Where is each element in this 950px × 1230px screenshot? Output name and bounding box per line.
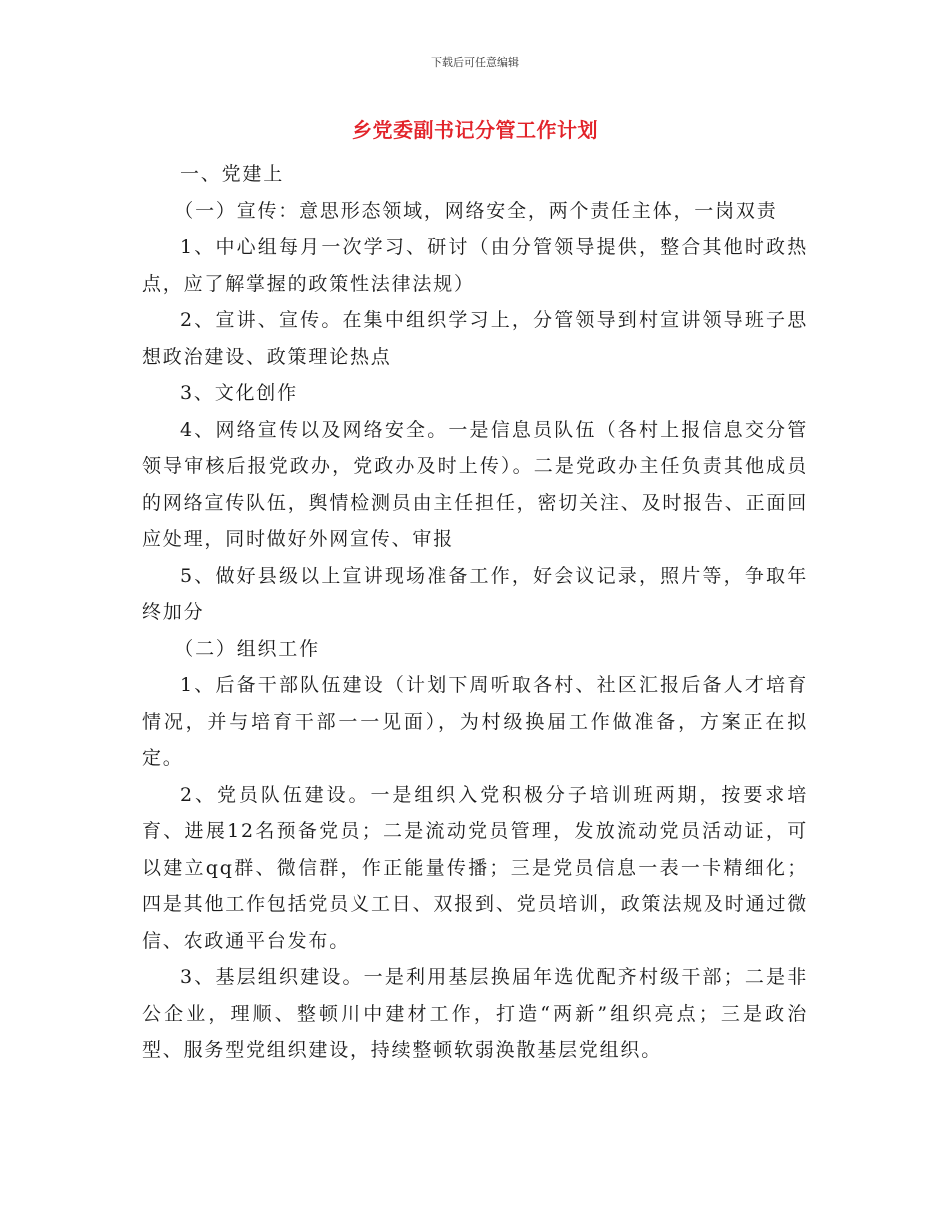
paragraph-item: 3、基层组织建设。一是利用基层换届年选优配齐村级干部；二是非公企业，理顺、整顿川中建材工作，打造“两新”组织亮点；三是政治型、服务型党组织建设，持续整顿软弱涣散基层党组织。 <box>142 966 808 1061</box>
subsection-heading-publicity: （一）宣传：意思形态领域，网络安全，两个责任主体，一岗双责 <box>174 199 778 222</box>
document-title: 乡党委副书记分管工作计划 <box>352 118 598 142</box>
paragraph-item: 4、网络宣传以及网络安全。一是信息员队伍（各村上报信息交分管领导审核后报党政办，党政办及时上传）。二是党政办主任负责其他成员的网络宣传队伍，舆情检测员由主任担任，密切关注、及时报告、正面回应处理，同时做好外网宣传、审报 <box>142 418 808 550</box>
paragraph-item: 1、中心组每月一次学习、研讨（由分管领导提供，整合其他时政热点，应了解掌握的政策性法律法规） <box>142 236 808 295</box>
paragraph-item: 2、党员队伍建设。一是组织入党积极分子培训班两期，按要求培育、进展12名预备党员；二是流动党员管理，发放流动党员活动证，可以建立qq群、微信群，作正能量传播；三是党员信息一表一卡精细化；四是其他工作包括党员义工日、双报到、党员培训，政策法规及时通过微信、农政通平台发布。 <box>142 783 808 952</box>
header-note: 下载后可任意编辑 <box>431 56 519 69</box>
paragraph-item: 2、宣讲、宣传。在集中组织学习上，分管领导到村宣讲领导班子思想政治建设、政策理论热点 <box>142 309 808 368</box>
paragraph-item: 1、后备干部队伍建设（计划下周听取各村、社区汇报后备人才培育情况，并与培育干部一一见面），为村级换届工作做准备，方案正在拟定。 <box>142 674 808 769</box>
document-body <box>142 156 808 1069</box>
subsection-heading-organization: （二）组织工作 <box>174 637 320 660</box>
section-heading-party-building: 一、党建上 <box>180 163 285 185</box>
paragraph-item: 3、文化创作 <box>180 382 298 404</box>
paragraph-item: 5、做好县级以上宣讲现场准备工作，好会议记录，照片等，争取年终加分 <box>142 564 808 623</box>
